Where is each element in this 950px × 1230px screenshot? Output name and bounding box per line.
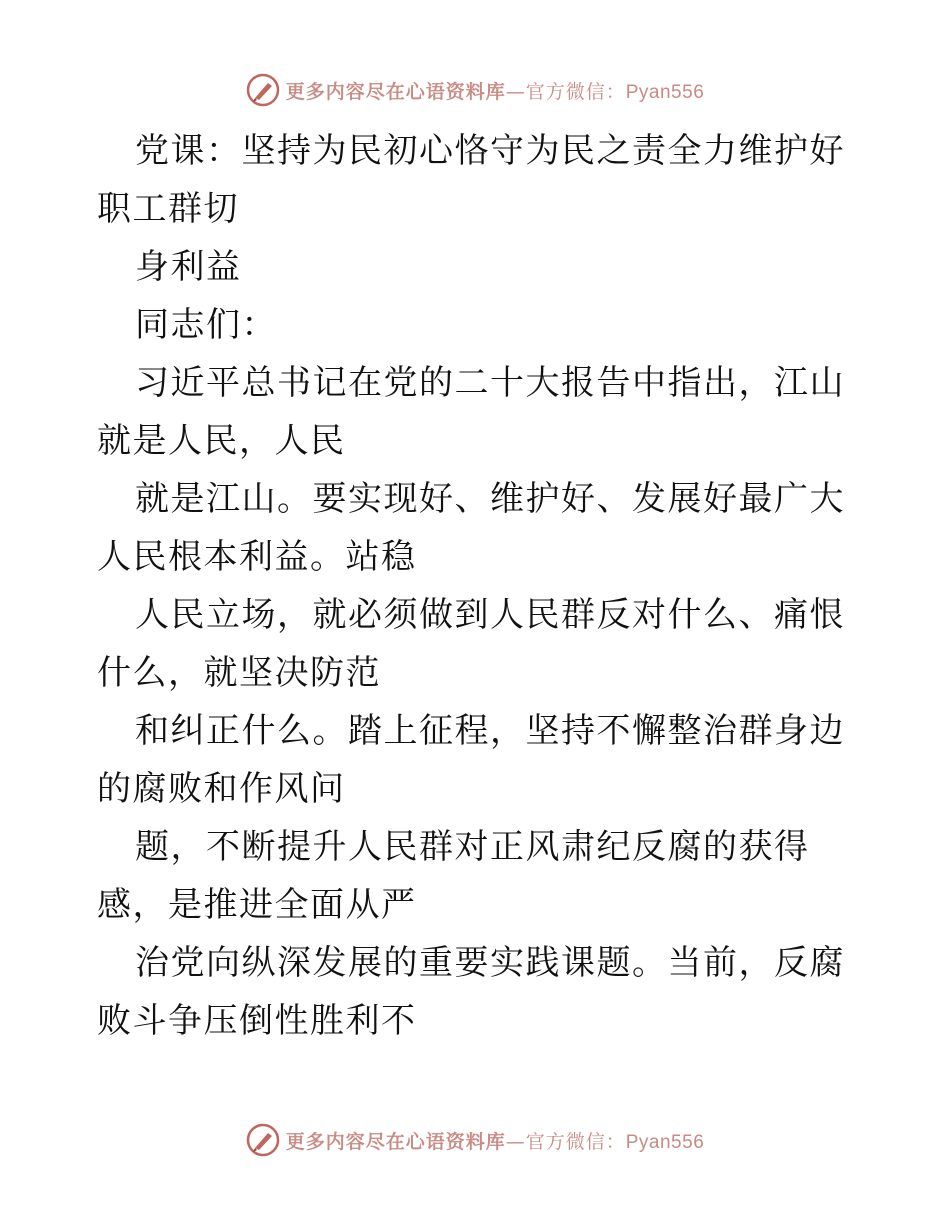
body-paragraph: 习近平总书记在党的二十大报告中指出，江山就是人民，人民 [97,363,845,461]
watermark-wechat-id: Pyan556 [625,81,705,103]
body-paragraph: 治党向纵深发展的重要实践课题。当前，反腐败斗争压倒性胜利不 [97,943,845,1041]
footer-watermark [0,1120,950,1160]
watermark-dash: — [505,80,526,103]
watermark-dash: — [505,1130,526,1153]
salutation: 同志们： [135,305,277,345]
document-body [97,122,857,1050]
pen-logo-icon [246,1123,280,1157]
header-watermark [0,70,950,110]
body-paragraph: 就是江山。要实现好、维护好、发展好最广大人民根本利益。站稳 [97,479,845,577]
watermark-text [286,1127,705,1154]
body-paragraph: 题，不断提升人民群对正风肃纪反腐的获得感，是推进全面从严 [97,827,810,925]
watermark-site: 更多内容尽在心语资料库 [285,80,506,103]
body-paragraph: 和纠正什么。踏上征程，坚持不懈整治群身边的腐败和作风问 [97,711,845,809]
watermark-wechat-label: 官方微信： [525,1130,626,1153]
watermark-wechat-label: 官方微信： [525,80,626,103]
watermark-site: 更多内容尽在心语资料库 [285,1130,506,1153]
watermark-wechat-id: Pyan556 [625,1131,705,1153]
doc-title-line-2: 身利益 [135,247,242,287]
pen-logo-icon [246,73,280,107]
doc-title-line-1: 党课：坚持为民初心恪守为民之责全力维护好职工群切 [97,131,845,229]
watermark-text [286,77,705,104]
body-paragraph: 人民立场，就必须做到人民群反对什么、痛恨什么，就坚决防范 [97,595,845,693]
